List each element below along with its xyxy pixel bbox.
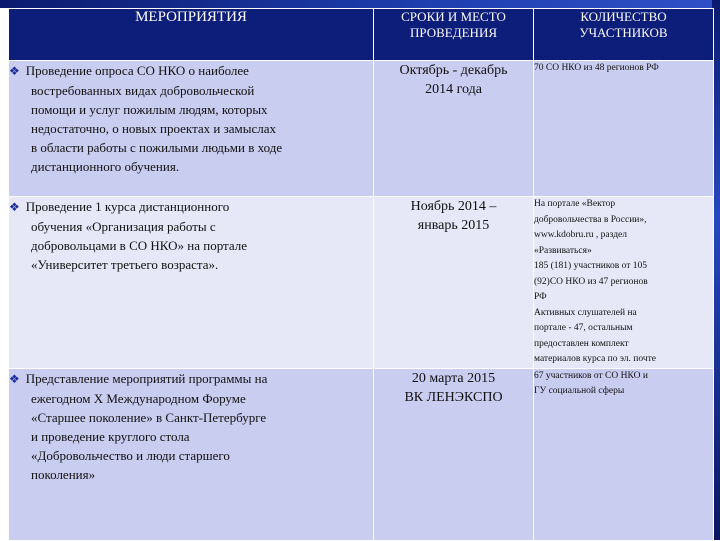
table-row	[9, 197, 714, 369]
activity-cell: ❖ Представление мероприятий программы на ежегодном X Международном Форуме «Старшее поколение» в Санкт-Петербурге и проведение круглого стола «Добровольчество и люди старшего поколения»	[9, 368, 374, 540]
header-dates-place: СРОКИ И МЕСТО ПРОВЕДЕНИЯ	[374, 9, 534, 61]
diamond-bullet-icon: ❖	[9, 200, 20, 214]
participants-cell: На портале «Вектор добровольчества в России», www.kdobru.ru , раздел «Развиваться» 185 (181) участников от 105 (92)СО НКО из 47 регионов РФ Активных слушателей на портале - 47, остальным предоставлен комплект материалов курса по эл. почте	[534, 197, 714, 369]
participants-cell: 70 СО НКО из 48 регионов РФ	[534, 61, 714, 197]
top-decoration-bar	[0, 0, 720, 8]
header-participants: КОЛИЧЕСТВО УЧАСТНИКОВ	[534, 9, 714, 61]
table-row	[9, 368, 714, 540]
diamond-bullet-icon: ❖	[9, 371, 20, 386]
activity-cell: ❖ Проведение опроса СО НКО о наиболее востребованных видах добровольческой помощи и услуг пожилым людям, которых недостаточно, о новых проектах и замыслах в области работы с пожилыми людьми в ходе дистанционного обучения.	[9, 61, 374, 197]
activity-cell: ❖ Проведение 1 курса дистанционного обучения «Организация работы с добровольцами в СО НКО» на портале «Университет третьего возраста».	[9, 197, 374, 369]
header-activities: МЕРОПРИЯТИЯ	[9, 9, 374, 61]
dates-cell: Октябрь - декабрь 2014 года	[374, 61, 534, 197]
dates-cell: 20 марта 2015 ВК ЛЕНЭКСПО	[374, 368, 534, 540]
events-table	[8, 8, 714, 541]
table-row	[9, 61, 714, 197]
diamond-bullet-icon: ❖	[9, 64, 20, 78]
participants-cell: 67 участников от СО НКО и ГУ социальной сферы	[534, 368, 714, 540]
dates-cell: Ноябрь 2014 – январь 2015	[374, 197, 534, 369]
table-header-row	[9, 9, 714, 61]
